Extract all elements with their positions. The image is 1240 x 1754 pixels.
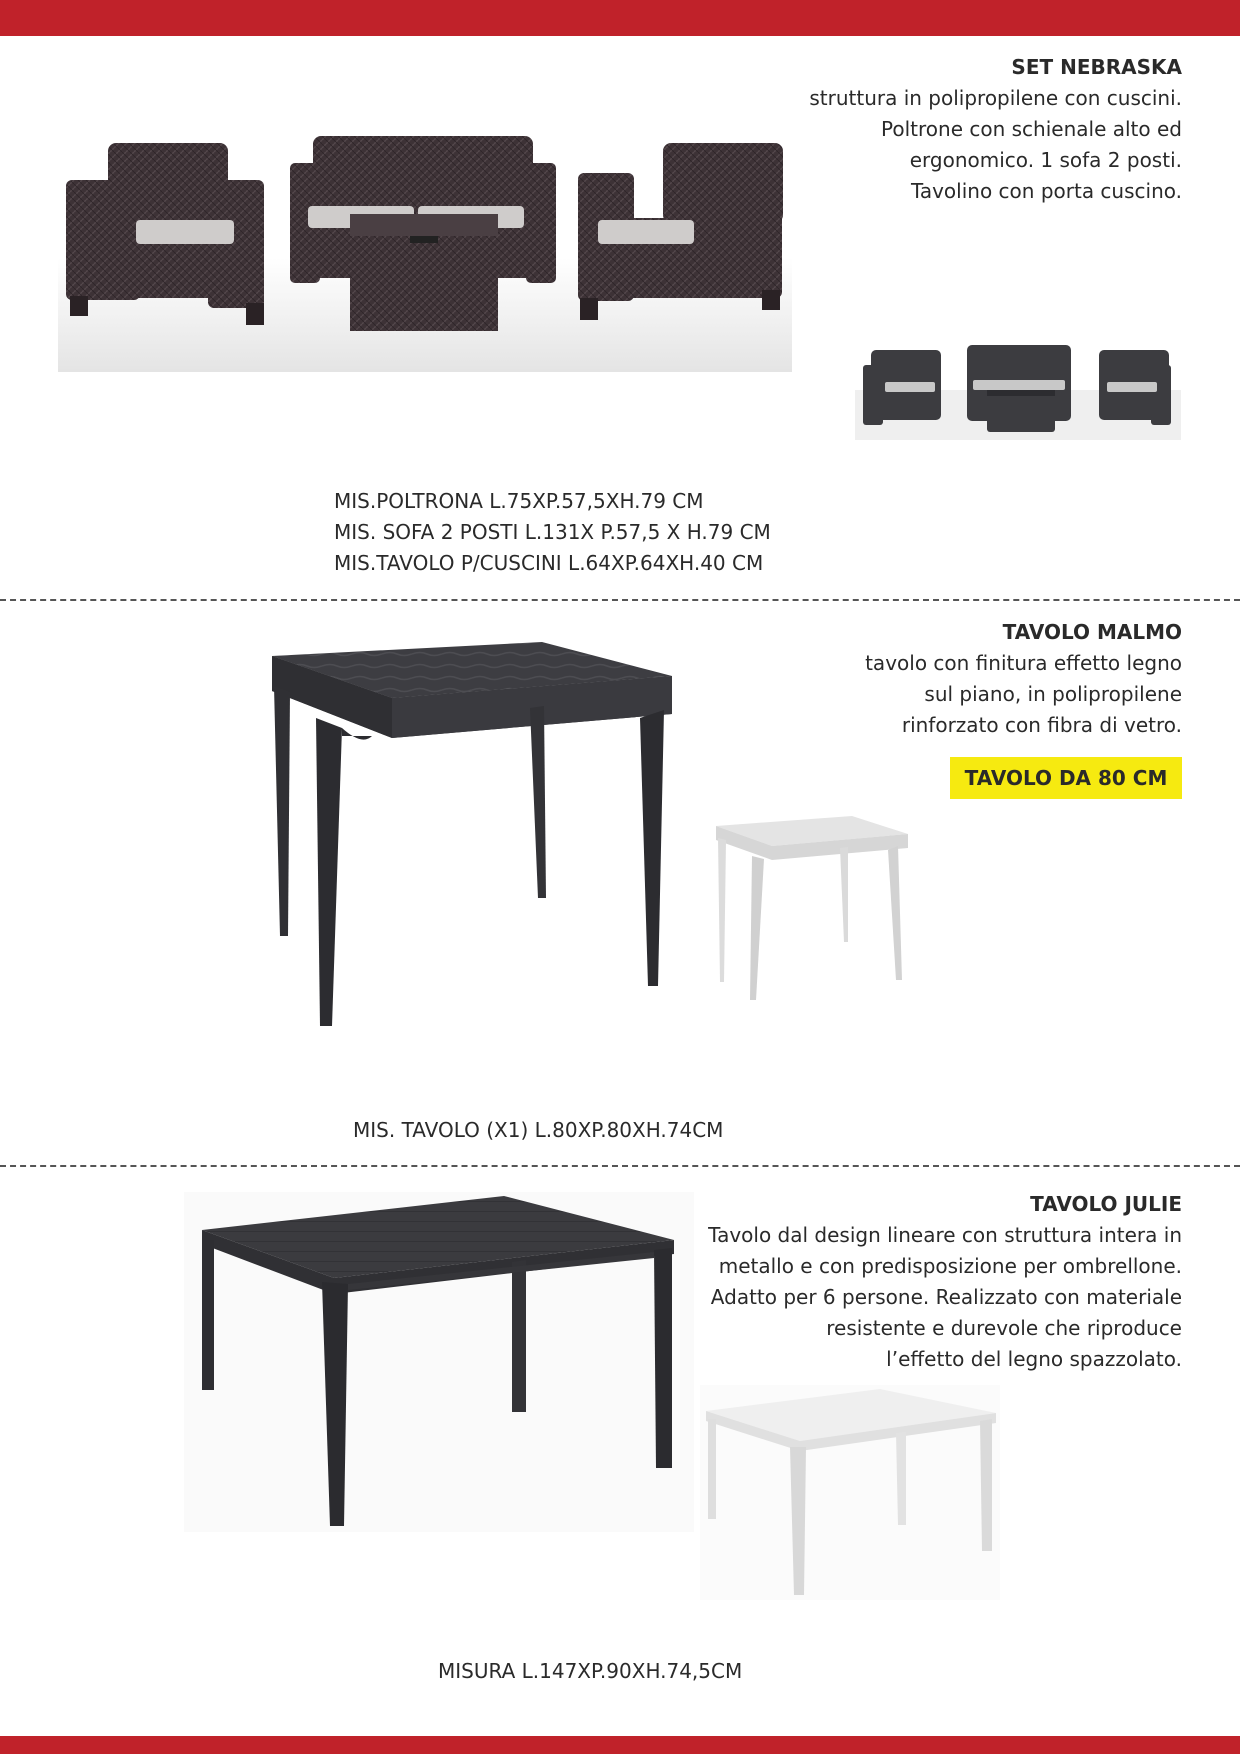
armchair-left xyxy=(66,143,264,325)
description-line: Poltrone con schienale alto ed xyxy=(881,117,1182,141)
nebraska-measures xyxy=(334,486,771,579)
description-line: metallo e con predisposizione per ombrellone. xyxy=(718,1254,1182,1278)
julie-measures xyxy=(438,1656,742,1687)
section-divider xyxy=(0,1165,1240,1167)
julie-table-anthracite-photo xyxy=(184,1192,694,1532)
section-divider xyxy=(0,599,1240,601)
description-line: sul piano, in polipropilene xyxy=(924,682,1182,706)
malmo-measures xyxy=(353,1115,723,1146)
nebraska-set-color-variant-photo xyxy=(855,340,1181,440)
description-line: tavolo con finitura effetto legno xyxy=(865,651,1182,675)
julie-table-white-photo xyxy=(700,1385,1000,1600)
product-title-julie: TAVOLO JULIE xyxy=(1030,1192,1182,1216)
description-line: Tavolino con porta cuscino. xyxy=(910,179,1182,203)
description-line: rinforzato con fibra di vetro. xyxy=(901,713,1182,737)
bottom-red-band xyxy=(0,1736,1240,1754)
product-title-malmo: TAVOLO MALMO xyxy=(1002,620,1182,644)
nebraska-set-photo xyxy=(58,128,792,372)
description-line: l’effetto del legno spazzolato. xyxy=(886,1347,1182,1371)
measure-line: MIS. SOFA 2 POSTI L.131X P.57,5 X H.79 CM xyxy=(334,520,771,544)
product-description-nebraska xyxy=(809,83,1182,207)
description-line: struttura in polipropilene con cuscini. xyxy=(809,86,1182,110)
armchair-right xyxy=(578,143,783,320)
malmo-table-white-photo xyxy=(712,812,912,1008)
description-line: resistente e durevole che riproduce xyxy=(826,1316,1182,1340)
description-line: ergonomico. 1 sofa 2 posti. xyxy=(909,148,1182,172)
description-line: Tavolo dal design lineare con struttura intera in xyxy=(708,1223,1182,1247)
malmo-table-anthracite-photo xyxy=(262,636,682,1032)
measure-line: MISURA L.147XP.90XH.74,5CM xyxy=(438,1659,743,1683)
product-description-malmo xyxy=(865,648,1182,741)
size-badge: TAVOLO DA 80 CM xyxy=(950,757,1182,799)
measure-line: MIS.TAVOLO P/CUSCINI L.64XP.64XH.40 CM xyxy=(334,551,764,575)
measure-line: MIS.POLTRONA L.75XP.57,5XH.79 CM xyxy=(334,489,704,513)
description-line: Adatto per 6 persone. Realizzato con materiale xyxy=(710,1285,1182,1309)
product-description-julie xyxy=(708,1220,1182,1375)
measure-line: MIS. TAVOLO (X1) L.80XP.80XH.74CM xyxy=(353,1118,724,1142)
product-title-nebraska: SET NEBRASKA xyxy=(1011,55,1182,79)
top-red-band xyxy=(0,0,1240,36)
storage-coffee-table xyxy=(350,214,498,331)
